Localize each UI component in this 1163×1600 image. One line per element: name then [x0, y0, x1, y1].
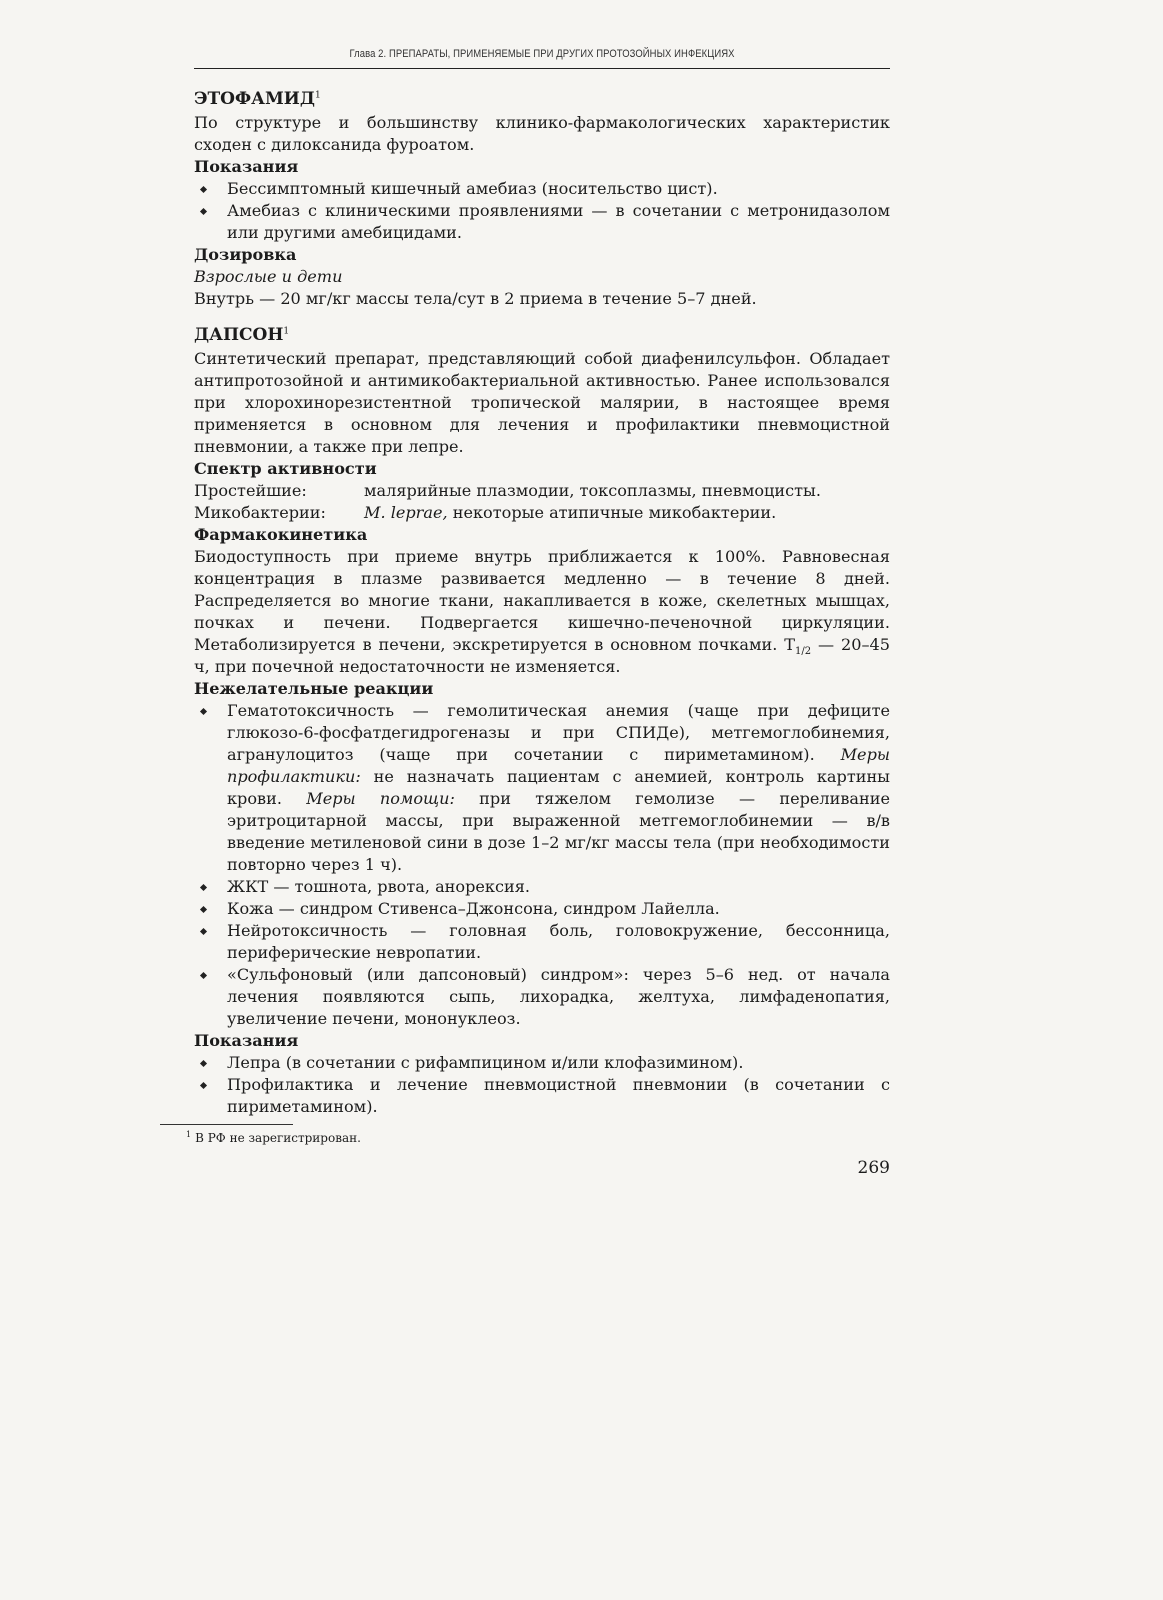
spectrum-italic: M. leprae,: [364, 503, 448, 522]
list-item-text: Нейротоксичность — головная боль, головокружение, бессонница, периферические невропатии.: [227, 921, 890, 962]
section-gap: [194, 310, 890, 322]
list-item-text: не назначать пациентам с анемией, контроль картины крови.: [227, 767, 890, 808]
spectrum-value: [364, 502, 776, 524]
list-item-text: «Сульфоновый (или дапсоновый) синдром»: через 5–6 нед. от начала лечения появляются сыпь, лихорадка, желтуха, лимфаденопатия, увеличение печени, мононуклеоз.: [227, 965, 890, 1028]
etofamid-dosage-heading: Дозировка: [194, 245, 297, 264]
etofamid-dosage-group: Взрослые и дети: [194, 267, 343, 286]
list-item-text: Гематотоксичность — гемолитическая анемия (чаще при дефиците глюкозо-6-фосфатдегидрогеназы и при СПИДе), метгемоглобинемия, агранулоцитоз (чаще при сочетании с пириметамином).: [227, 701, 890, 764]
bullet-icon: [200, 928, 207, 935]
list-item: [194, 1074, 890, 1118]
bullet-icon: [200, 884, 207, 891]
etofamid-title: [194, 86, 890, 112]
list-item-text: Кожа — синдром Стивенса–Джонсона, синдром Лайелла.: [227, 899, 720, 918]
list-item: [194, 920, 890, 964]
pk-half-life-subscript: 1/2: [795, 646, 812, 658]
footnote-mark: 1: [314, 90, 321, 101]
list-item: [194, 1052, 890, 1074]
footnote-mark: 1: [283, 326, 290, 337]
dapson-pk-heading: Фармакокинетика: [194, 525, 368, 544]
spectrum-label: Простейшие:: [194, 481, 307, 500]
page-content: [194, 86, 890, 1118]
bullet-icon: [200, 1082, 207, 1089]
dapson-adverse-list: [194, 700, 890, 1030]
list-item-text: Профилактика и лечение пневмоцистной пневмонии (в сочетании с пириметамином).: [227, 1075, 890, 1116]
dapson-pk-text: [194, 546, 890, 678]
etofamid-title-text: ЭТОФАМИД: [194, 89, 315, 109]
etofamid-dosage-text: Внутрь — 20 мг/кг массы тела/сут в 2 приема в течение 5–7 дней.: [194, 289, 757, 308]
footnote-text: В РФ не зарегистрирован.: [195, 1131, 361, 1145]
list-item: [194, 898, 890, 920]
list-item: [194, 876, 890, 898]
dapson-indications-heading: Показания: [194, 1031, 299, 1050]
list-item-text: Лепра (в сочетании с рифампицином и/или клофазимином).: [227, 1053, 744, 1072]
dapson-indications-list: [194, 1052, 890, 1118]
list-item: [194, 200, 890, 244]
list-item: [194, 700, 890, 876]
pk-text-part: — 20–45 ч, при почечной недостаточности не изменяется.: [194, 635, 890, 676]
header-rule: [194, 68, 890, 69]
etofamid-intro: По структуре и большинству клинико-фармакологических характеристик сходен с дилоксанида фуроатом.: [194, 113, 890, 154]
bullet-icon: [200, 1060, 207, 1067]
spectrum-row: [194, 502, 890, 524]
etofamid-indications-list: [194, 178, 890, 244]
spectrum-value-text: малярийные плазмодии, токсоплазмы, пневмоцисты.: [364, 481, 821, 500]
list-item: [194, 964, 890, 1030]
list-item-text: Амебиаз с клиническими проявлениями — в сочетании с метронидазолом или другими амебицидами.: [227, 201, 890, 242]
bullet-icon: [200, 906, 207, 913]
bullet-icon: [200, 708, 207, 715]
list-item-emphasis: Меры профилактики:: [227, 745, 890, 786]
list-item-text: ЖКТ — тошнота, рвота, анорексия.: [227, 877, 530, 896]
spectrum-label: Микобактерии:: [194, 503, 326, 522]
page-number: 269: [857, 1158, 890, 1178]
bullet-icon: [200, 972, 207, 979]
dapson-adverse-heading: Нежелательные реакции: [194, 679, 434, 698]
list-item-text: при тяжелом гемолизе — переливание эритроцитарной массы, при выраженной метгемоглобинемии — в/в введение метиленовой сини в дозе 1–2 мг/кг массы тела (при необходимости повторно через 1 ч).: [227, 789, 890, 874]
footnote: [186, 1130, 361, 1146]
bullet-icon: [200, 186, 207, 193]
dapson-intro: Синтетический препарат, представляющий собой диафенилсульфон. Обладает антипротозойной и антимикобактериальной активностью. Ранее использовался при хлорохинорезистентной тропической малярии, в настоящее время применяется в основном для лечения и профилактики пневмоцистной пневмонии, а также при лепре.: [194, 349, 890, 456]
spectrum-value-text: некоторые атипичные микобактерии.: [447, 503, 777, 522]
spectrum-row: [194, 480, 890, 502]
footnote-mark: 1: [186, 1130, 192, 1139]
footnote-rule: [160, 1124, 293, 1125]
dapson-title: [194, 322, 890, 348]
dapson-spectrum-heading: Спектр активности: [194, 459, 377, 478]
spectrum-value: [364, 480, 821, 502]
etofamid-indications-heading: Показания: [194, 157, 299, 176]
bullet-icon: [200, 208, 207, 215]
running-head: Глава 2. ПРЕПАРАТЫ, ПРИМЕНЯЕМЫЕ ПРИ ДРУГИХ ПРОТОЗОЙНЫХ ИНФЕКЦИЯХ: [349, 48, 735, 60]
list-item-text: Бессимптомный кишечный амебиаз (носительство цист).: [227, 179, 718, 198]
list-item-emphasis: Меры помощи:: [306, 789, 455, 808]
dapson-title-text: ДАПСОН: [194, 325, 284, 345]
list-item: [194, 178, 890, 200]
pk-text-part: Биодоступность при приеме внутрь приближается к 100%. Равновесная концентрация в плазме развивается медленно — в течение 8 дней. Распределяется во многие ткани, накапливается в коже, скелетных мышцах, почках и печени. Подвергается кишечно-печеночной циркуляции. Метаболизируется в печени, экскретируется в основном почками. T: [194, 547, 890, 654]
